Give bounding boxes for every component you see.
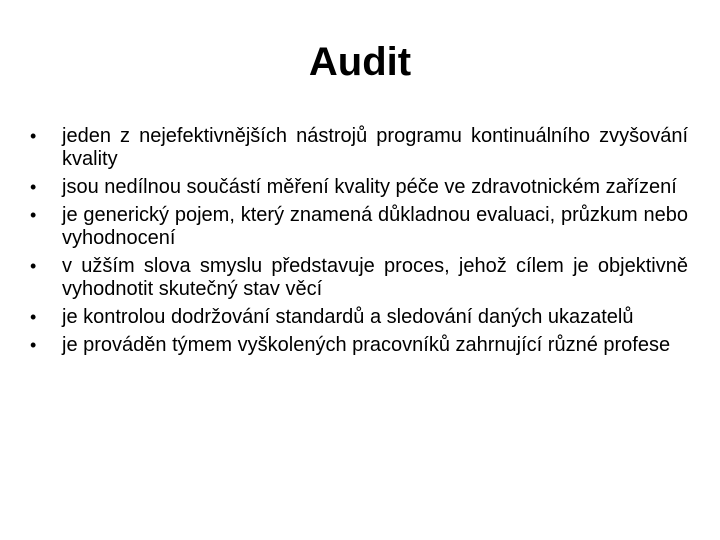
bullet-item <box>30 306 688 329</box>
bullet-text: v užším slova smyslu představuje proces, jehož cílem je objektivně vyhodnotit skutečný stav věcí <box>62 255 688 300</box>
slide-title: Audit <box>308 40 412 84</box>
bullet-item <box>30 125 688 171</box>
bullet-item <box>30 176 688 199</box>
bullet-text: jsou nedílnou součástí měření kvality péče ve zdravotnickém zařízení <box>62 176 677 198</box>
bullet-icon: • <box>30 177 37 197</box>
bullet-text: je prováděn týmem vyškolených pracovníků zahrnující různé profese <box>62 334 671 356</box>
bullet-text: je generický pojem, který znamená důkladnou evaluaci, průzkum nebo vyhodnocení <box>62 204 688 249</box>
bullet-list <box>30 125 688 362</box>
bullet-icon: • <box>30 126 37 146</box>
bullet-icon: • <box>30 205 37 225</box>
bullet-text: jeden z nejefektivnějších nástrojů programu kontinuálního zvyšování kvality <box>62 125 688 170</box>
bullet-item <box>30 204 688 250</box>
bullet-icon: • <box>30 256 37 276</box>
bullet-item <box>30 255 688 301</box>
bullet-item <box>30 334 688 357</box>
bullet-icon: • <box>30 307 37 327</box>
bullet-text: je kontrolou dodržování standardů a sledování daných ukazatelů <box>62 306 634 328</box>
bullet-icon: • <box>30 335 37 355</box>
